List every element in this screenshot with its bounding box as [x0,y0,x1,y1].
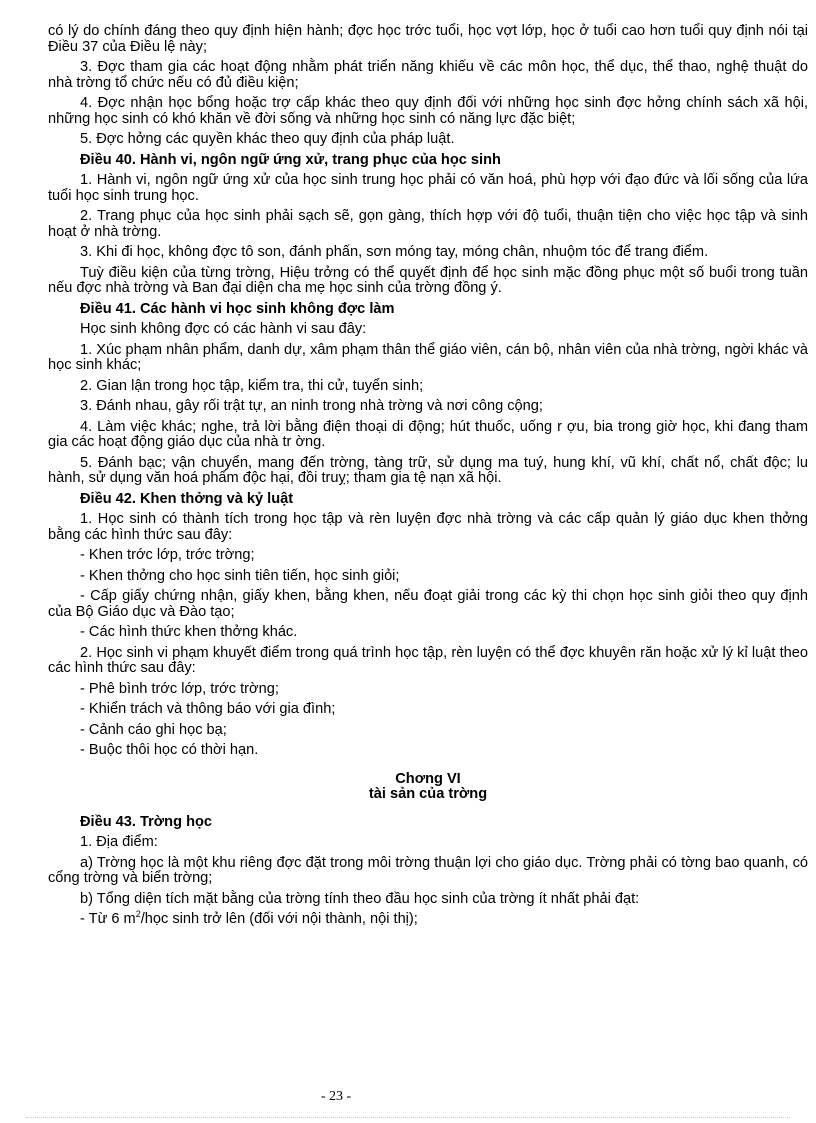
paragraph: 2. Gian lận trong học tập, kiểm tra, thi cử, tuyển sinh; [80,377,424,394]
page-bottom-divider [26,1117,790,1118]
paragraph: 1. Xúc phạm nhân phẩm, danh dự, xâm phạm thân thể giáo viên, cán bộ, nhân viên của nhà trờng, ngời khác và học sinh khác; [48,341,808,373]
paragraph: 3. Đánh nhau, gây rối trật tự, an ninh trong nhà trờng và nơi công cộng; [80,398,543,414]
chapter-header [48,772,808,803]
paragraph: 5. Đợc hởng các quyền khác theo quy định của pháp luật. [80,131,455,147]
paragraph: 4. Đợc nhận học bổng hoặc trợ cấp khác theo quy định đối với những học sinh đợc hởng chính sách xã hội, những học sinh có khó khăn về đời sống và những học sinh có năng lực đặc biệt; [48,95,808,127]
paragraph: 4. Làm việc khác; nghe, trả lời bằng điện thoại di động; hút thuốc, uống r ợu, bia trong giờ học, khi đang tham gia các hoạt động giáo dục của nhà tr ờng. [48,418,808,450]
article-heading-40: Điều 40. Hành vi, ngôn ngữ ứng xử, trang phục của học sinh [80,151,501,168]
paragraph: 2. Trang phục của học sinh phải sạch sẽ, gọn gàng, thích hợp với độ tuổi, thuận tiện cho việc học tập và sinh hoạt ở nhà trờng. [48,208,808,240]
superscript: 2 [135,909,141,920]
area-text-rest: /học sinh trở lên (đối với nội thành, nội thị); [140,911,418,927]
paragraph: 1. Địa điểm: [80,834,158,850]
paragraph: 3. Khi đi học, không đợc tô son, đánh phấn, sơn móng tay, móng chân, nhuộm tóc để trang điểm. [80,244,709,260]
paragraph: 1. Hành vi, ngôn ngữ ứng xử của học sinh trung học phải có văn hoá, phù hợp với đạo đức và lối sống của lứa tuổi học sinh trung học. [48,172,808,204]
list-item: - Phê bình trớc lớp, trớc trờng; [80,680,279,697]
paragraph: 1. Học sinh có thành tích trong học tập và rèn luyện đợc nhà trờng và các cấp quản lý giáo dục khen thởng bằng các hình thức sau đây: [48,511,808,543]
article-heading-43: Điều 43. Trờng học [80,813,213,830]
list-item: - Khiển trách và thông báo với gia đình; [80,701,336,717]
page-number: - 23 - [320,1089,352,1104]
document-page [48,24,808,933]
list-item: - Buộc thôi học có thời hạn. [80,742,259,758]
area-text: - Từ 6 m [80,911,136,927]
list-item: - Khen trớc lớp, trớc trờng; [80,547,255,563]
list-item: - Các hình thức khen thởng khác. [80,624,298,640]
article-heading-41: Điều 41. Các hành vi học sinh không đợc làm [80,300,395,317]
article-heading-42: Điều 42. Khen thởng và kỷ luật [80,490,294,507]
paragraph: b) Tổng diện tích mặt bằng của trờng tính theo đầu học sinh của trờng ít nhất phải đạt: [80,890,640,907]
list-item: - Cấp giấy chứng nhận, giấy khen, bằng khen, nếu đoạt giải trong các kỳ thi chọn học sinh giỏi theo quy định của Bộ Giáo dục và Đào tạo; [48,588,808,620]
paragraph: 2. Học sinh vi phạm khuyết điểm trong quá trình học tập, rèn luyện có thể đợc khuyên răn hoặc xử lý kỉ luật theo các hình thức sau đây: [48,644,808,676]
list-item: - Cảnh cáo ghi học bạ; [80,721,227,738]
chapter-title: tài sản của trờng [368,786,488,802]
chapter-number: Chơng VI [395,770,461,787]
paragraph: có lý do chính đáng theo quy định hiện hành; đợc học trớc tuổi, học vợt lớp, học ở tuổi cao hơn tuổi quy định nói tại Điều 37 của Điều lệ này; [48,23,808,55]
paragraph [48,909,808,928]
paragraph: Tuỳ điều kiện của từng trờng, Hiệu trởng có thể quyết định để học sinh mặc đồng phục một số buổi trong tuần nếu đợc nhà trờng và Ban đại diện cha mẹ học sinh của trờng đồng ý. [48,264,808,296]
paragraph: Học sinh không đợc có các hành vi sau đây: [80,321,367,337]
paragraph: 5. Đánh bạc; vận chuyển, mang đến trờng, tàng trữ, sử dụng ma tuý, hung khí, vũ khí, chất nổ, chất độc; lu hành, sử dụng văn hoá phẩm độc hại, đồi truỵ; tham gia tệ nạn xã hội. [48,454,808,486]
paragraph: 3. Đợc tham gia các hoạt động nhằm phát triển năng khiếu về các môn học, thể dục, thể thao, nghệ thuật do nhà trờng tổ chức nếu có đủ điều kiện; [48,59,808,91]
paragraph: a) Trờng học là một khu riêng đợc đặt trong môi trờng thuận lợi cho giáo dục. Trờng phải có tờng bao quanh, có cổng trờng và biển trờng; [48,854,808,886]
list-item: - Khen thởng cho học sinh tiên tiến, học sinh giỏi; [80,567,400,584]
